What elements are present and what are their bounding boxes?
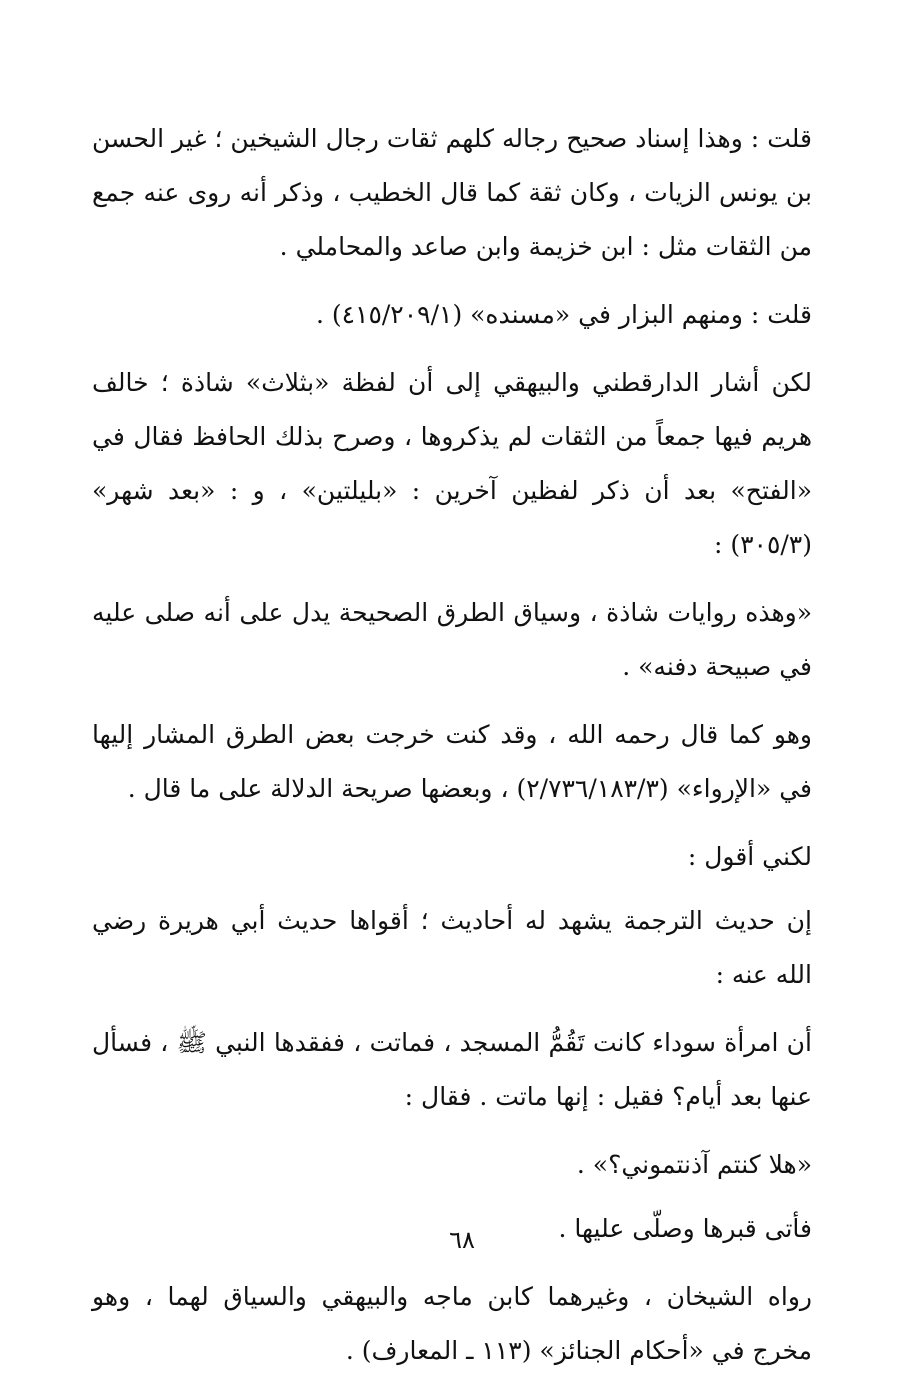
paragraph-but-i-say: لكني أقول :	[687, 842, 812, 871]
paragraph-fath-quote: «وهذه روايات شاذة ، وسياق الطرق الصحيحة يدل على أنه صلى عليه في صبيحة دفنه» .	[92, 598, 812, 681]
paragraph-witness-hadiths: إن حديث الترجمة يشهد له أحاديث ؛ أقواها حديث أبي هريرة رضي الله عنه :	[92, 906, 812, 989]
paragraph-takhrij: رواه الشيخان ، وغيرهما كابن ماجه والبيهقي والسياق لهما ، وهو مخرج في «أحكام الجنائز» (١١٣ ـ المعارف) .	[92, 1282, 812, 1365]
paragraph-irwa-note: وهو كما قال رحمه الله ، وقد كنت خرجت بعض الطرق المشار إليها في «الإرواء» (٢/٧٣٦/١٨٣/٣) ، وبعضها صريحة الدلالة على ما قال .	[92, 720, 812, 803]
paragraph-shadh-note: لكن أشار الدارقطني والبيهقي إلى أن لفظة «بثلاث» شاذة ؛ خالف هريم فيها جمعاً من الثقات لم يذكروها ، وصرح بذلك الحافظ فقال في «الفتح» بعد أن ذكر لفظين آخرين : «بليلتين» ، و : «بعد شهر» (٣٠٥/٣) :	[92, 368, 812, 559]
paragraph-hadith-quote: «هلا كنتم آذنتموني؟» .	[576, 1150, 812, 1179]
paragraph-hadith-text: أن امرأة سوداء كانت تَقُمُّ المسجد ، فماتت ، ففقدها النبي ﷺ ، فسأل عنها بعد أيام؟ فقيل : إنها ماتت . فقال :	[92, 1028, 812, 1111]
paragraph-bazzar-note: قلت : ومنهم البزار في «مسنده» (٤١٥/٢٠٩/١) .	[315, 300, 812, 329]
page-body	[92, 112, 812, 1392]
paragraph-hadith-ending: فأتى قبرها وصلّى عليها .	[558, 1214, 812, 1243]
paragraph-isnad-note: قلت : وهذا إسناد صحيح رجاله كلهم ثقات رجال الشيخين ؛ غير الحسن بن يونس الزيات ، وكان ثقة كما قال الخطيب ، وذكر أنه روى عنه جمع من الثقات مثل : ابن خزيمة وابن صاعد والمحاملي .	[92, 124, 812, 261]
page-number: ٦٨	[449, 1226, 475, 1254]
